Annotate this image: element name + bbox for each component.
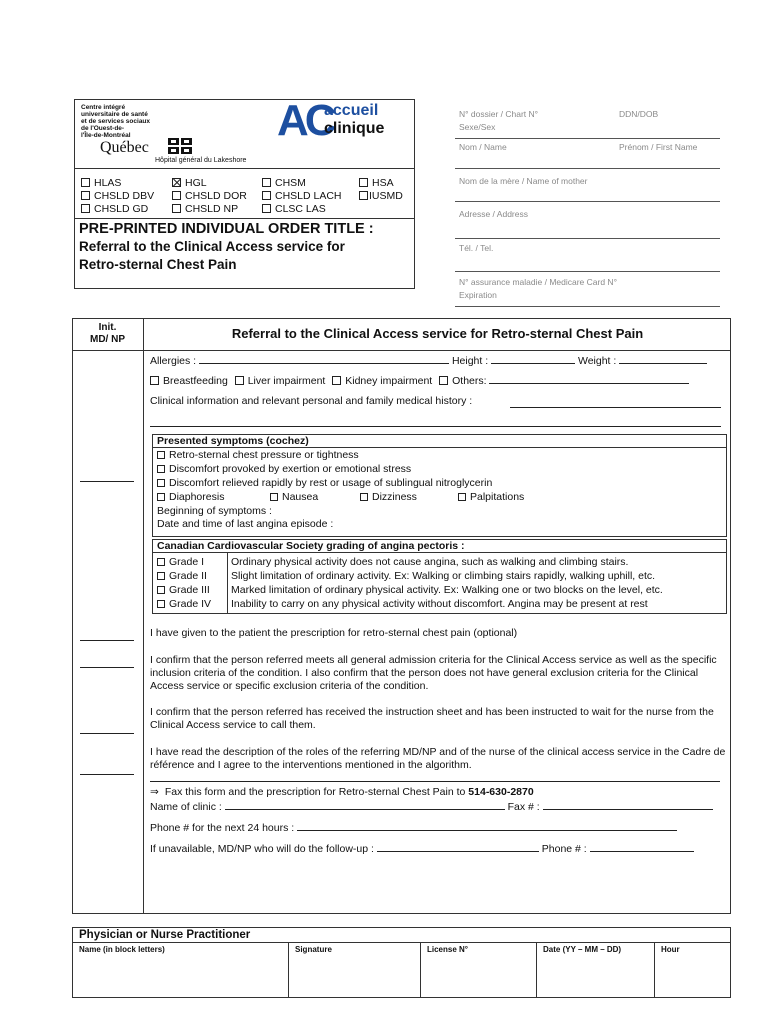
checkbox-icon[interactable]: [81, 191, 90, 200]
order-title-line2: Referral to the Clinical Access service for: [79, 239, 345, 254]
logo-accueil: accueil: [324, 102, 379, 119]
grade-1[interactable]: Grade I: [157, 556, 204, 568]
checkbox-icon[interactable]: [157, 451, 165, 459]
checkbox-icon[interactable]: [157, 600, 165, 608]
checkbox-icon[interactable]: [172, 191, 181, 200]
grade-3-desc: Marked limitation of ordinary physical activity. Ex: Walking one or two blocks on the level, etc.: [231, 584, 663, 596]
symptom-nausea[interactable]: Nausea: [270, 491, 318, 503]
followup-row: [150, 842, 694, 855]
site-chsld-np[interactable]: CHSLD NP: [172, 203, 238, 215]
height-label: Height :: [451, 355, 489, 367]
phone-field[interactable]: [590, 842, 694, 852]
last-episode-label: Date and time of last angina episode :: [157, 518, 334, 530]
init-header: [72, 322, 143, 346]
fax-instruction: [150, 786, 534, 798]
fax-text: Fax this form and the prescription for Retro-sternal Chest Pain to: [164, 786, 466, 798]
checkbox-icon[interactable]: [157, 558, 165, 566]
grade-1-desc: Ordinary physical activity does not cause angina, such as walking and climbing stairs.: [231, 556, 629, 568]
sig-col-divider: [536, 942, 537, 998]
signature-title-divider: [72, 942, 731, 943]
fax-field[interactable]: [543, 800, 713, 810]
arrow-right-icon: ⇒: [150, 786, 159, 798]
init-line[interactable]: [80, 481, 134, 482]
condition-liver: Liver impairment: [247, 375, 326, 387]
symptom-dizziness[interactable]: Dizziness: [360, 491, 417, 503]
quebec-flag-icon: [167, 137, 193, 155]
init-line[interactable]: [80, 640, 134, 641]
phone24-field[interactable]: [297, 821, 677, 831]
tel-label: Tél. / Tel.: [459, 243, 494, 253]
clinical-info-field-2[interactable]: [150, 426, 721, 427]
grade-4[interactable]: Grade IV: [157, 598, 211, 610]
site-hsa[interactable]: HSA: [359, 177, 394, 189]
clinical-info-label: Clinical information and relevant personal and family medical history :: [150, 395, 473, 407]
grade-3[interactable]: Grade III: [157, 584, 210, 596]
patient-line: [455, 238, 720, 239]
clinic-label: Name of clinic :: [150, 801, 222, 813]
beginning-label: Beginning of symptoms :: [157, 505, 272, 517]
phone-label: Phone # :: [541, 843, 587, 855]
clinic-field[interactable]: [225, 800, 505, 810]
clinic-row: [150, 800, 713, 813]
allergies-label: Allergies :: [150, 355, 197, 367]
checkbox-icon[interactable]: [439, 376, 448, 385]
others-field[interactable]: [489, 374, 689, 384]
ciusss-line: l'Île-de-Montréal: [81, 132, 131, 139]
mother-label: Nom de la mère / Name of mother: [459, 176, 588, 186]
checkbox-icon[interactable]: [157, 586, 165, 594]
ciusss-line: de l'Ouest-de-: [81, 125, 125, 132]
grade-4-desc: Inability to carry on any physical activity without discomfort. Angina may be present at rest: [231, 598, 648, 610]
patient-line: [455, 306, 720, 307]
checkbox-icon[interactable]: [270, 493, 278, 501]
patient-line: [455, 138, 720, 139]
ciusss-line: et de services sociaux: [81, 118, 151, 125]
checkbox-icon[interactable]: [157, 479, 165, 487]
checkbox-icon[interactable]: [359, 191, 368, 200]
checkbox-icon[interactable]: [235, 376, 244, 385]
checked-checkbox-icon[interactable]: [172, 178, 181, 187]
title-divider: [74, 218, 415, 219]
checkbox-icon[interactable]: [172, 204, 181, 213]
followup-field[interactable]: [377, 842, 539, 852]
allergies-row: [150, 354, 730, 367]
site-chsld-dor[interactable]: CHSLD DOR: [172, 190, 247, 202]
allergies-field[interactable]: [199, 354, 449, 364]
form-heading: Referral to the Clinical Access service for Retro-sternal Chest Pain: [231, 326, 644, 341]
sig-col-divider: [654, 942, 655, 998]
clinical-info-field[interactable]: [510, 407, 721, 408]
checkbox-icon[interactable]: [150, 376, 159, 385]
condition-kidney: Kidney impairment: [345, 375, 433, 387]
checkbox-icon[interactable]: [332, 376, 341, 385]
checkbox-icon[interactable]: [81, 178, 90, 187]
init-column-divider: [143, 318, 144, 914]
height-field[interactable]: [491, 354, 575, 364]
checkbox-icon[interactable]: [359, 178, 368, 187]
checkbox-icon[interactable]: [262, 178, 271, 187]
init-label: Init.: [98, 322, 117, 333]
checkbox-icon[interactable]: [458, 493, 466, 501]
accueil-clinique-logo: [277, 96, 407, 146]
signature-title: Physician or Nurse Practitioner: [79, 929, 251, 941]
checkbox-icon[interactable]: [262, 204, 271, 213]
phone24-row: [150, 821, 677, 834]
fax-number: 514-630-2870: [468, 786, 534, 798]
first-name-label: Prénom / First Name: [619, 142, 698, 152]
header-divider: [74, 168, 415, 169]
condition-others: Others:: [452, 375, 487, 387]
sig-col-divider: [288, 942, 289, 998]
site-hlas[interactable]: HLAS: [81, 177, 121, 189]
heading-divider: [72, 350, 731, 351]
site-clsc-las[interactable]: CLSC LAS: [262, 203, 326, 215]
ciusss-line: Centre intégré: [81, 104, 126, 111]
symptom-item[interactable]: Retro-sternal chest pressure or tightness: [157, 449, 359, 461]
checkbox-icon[interactable]: [262, 191, 271, 200]
logo-clinique: clinique: [324, 120, 385, 137]
ccs-col-divider: [227, 552, 228, 614]
sig-license-header[interactable]: License N°: [427, 945, 468, 954]
medicare-label: N° assurance maladie / Medicare Card N°: [459, 277, 617, 287]
sig-hour-header[interactable]: Hour: [661, 945, 680, 954]
symptom-palpitations[interactable]: Palpitations: [458, 491, 524, 503]
sig-name-header[interactable]: Name (in block letters): [79, 945, 165, 954]
statement-roles: I have read the description of the roles of the referring MD/NP and of the nurse of the clinical access service in the Cadre de référence and I agree to the interventions mentioned in the algorithm.: [150, 746, 726, 771]
phone24-label: Phone # for the next 24 hours :: [150, 822, 295, 834]
checkbox-icon[interactable]: [360, 493, 368, 501]
sig-date-header[interactable]: Date (YY – MM – DD): [543, 945, 622, 954]
ccs-title: Canadian Cardiovascular Society grading of angina pectoris :: [157, 540, 465, 552]
quebec-wordmark: [100, 139, 149, 157]
symptom-item[interactable]: Discomfort relieved rapidly by rest or usage of sublingual nitroglycerin: [157, 477, 492, 489]
site-iusmd[interactable]: IUSMD: [359, 190, 403, 202]
mdnp-label: MD/ NP: [90, 334, 125, 345]
site-hgl[interactable]: HGL: [172, 177, 207, 189]
sex-label: Sexe/Sex: [459, 122, 496, 132]
checkbox-icon[interactable]: [157, 465, 165, 473]
symptoms-title: Presented symptoms (cochez): [157, 435, 309, 447]
patient-line: [455, 201, 720, 202]
checkbox-icon[interactable]: [157, 572, 165, 580]
quebec-label: Québec: [100, 139, 149, 156]
logo-ac: AC: [277, 96, 333, 145]
statement-criteria: I confirm that the person referred meets all general admission criteria for the Clinical Access service as well as the specific inclusion criteria of the condition. I also confirm that the person does not have general exclusion criteria for the Clinical Access service or specific exclusion criteria of the condition.: [150, 654, 717, 692]
hospital-name: Hôpital général du Lakeshore: [155, 157, 247, 164]
ciusss-line: universitaire de santé: [81, 111, 148, 118]
site-chsld-lach[interactable]: CHSLD LACH: [262, 190, 342, 202]
order-title-line3: Retro-sternal Chest Pain: [79, 257, 237, 272]
init-line[interactable]: [80, 667, 134, 668]
checkbox-icon[interactable]: [81, 204, 90, 213]
dob-label: DDN/DOB: [619, 109, 659, 119]
chart-label: N° dossier / Chart N°: [459, 109, 539, 119]
symptom-diaphoresis[interactable]: Diaphoresis: [157, 491, 224, 503]
site-chsld-gd[interactable]: CHSLD GD: [81, 203, 148, 215]
ciusss-logo: [81, 104, 171, 139]
site-chsld-dbv[interactable]: CHSLD DBV: [81, 190, 154, 202]
followup-label: If unavailable, MD/NP who will do the follow-up :: [150, 843, 374, 855]
address-label: Adresse / Address: [459, 209, 528, 219]
section-separator: [150, 781, 720, 782]
init-line[interactable]: [80, 733, 134, 734]
conditions-row: [150, 374, 689, 387]
grade-2[interactable]: Grade II: [157, 570, 207, 582]
site-chsm[interactable]: CHSM: [262, 177, 306, 189]
symptom-item[interactable]: Discomfort provoked by exertion or emotional stress: [157, 463, 411, 475]
symptoms-title-divider: [152, 447, 727, 448]
statement-instruction: I confirm that the person referred has received the instruction sheet and has been instructed to wait for the nurse from the Clinical Access service to call them.: [150, 706, 714, 731]
patient-line: [455, 271, 720, 272]
expiration-label: Expiration: [459, 290, 497, 300]
init-line[interactable]: [80, 774, 134, 775]
weight-field[interactable]: [619, 354, 707, 364]
sig-signature-header[interactable]: Signature: [295, 945, 332, 954]
order-title-line1: PRE-PRINTED INDIVIDUAL ORDER TITLE :: [79, 221, 374, 237]
patient-line: [455, 168, 720, 169]
checkbox-icon[interactable]: [157, 493, 165, 501]
name-label: Nom / Name: [459, 142, 507, 152]
sig-col-divider: [420, 942, 421, 998]
order-title: [79, 220, 374, 274]
statement-prescription: I have given to the patient the prescription for retro-sternal chest pain (optional): [150, 627, 518, 639]
fax-label: Fax # :: [507, 801, 540, 813]
condition-breastfeeding: Breastfeeding: [163, 375, 228, 387]
grade-2-desc: Slight limitation of ordinary activity. Ex: Walking or climbing stairs rapidly, walking uphill, etc.: [231, 570, 656, 582]
weight-label: Weight :: [577, 355, 617, 367]
ccs-title-divider: [152, 552, 727, 553]
